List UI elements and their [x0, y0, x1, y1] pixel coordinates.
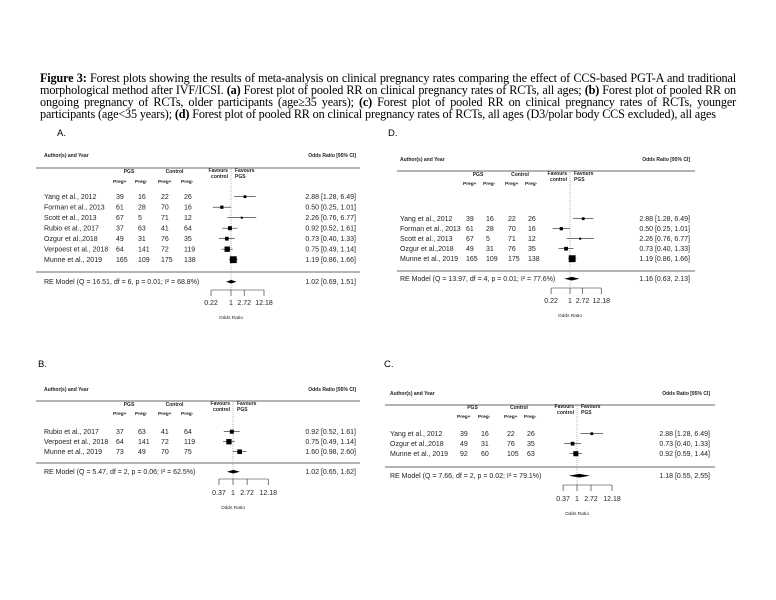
group-label-control: Control [510, 405, 528, 411]
x-tick-label: 2.72 [584, 496, 598, 503]
study-row [44, 194, 356, 201]
forest-panel-b [36, 359, 360, 511]
caption-text: Forest plot of pooled RR on clinical pregnancy rates of RCTs, all ages; [240, 83, 585, 98]
study-count: 16 [184, 204, 192, 212]
caption-bold-label: (d) [174, 106, 190, 121]
favours-control-label: Favours [554, 404, 574, 410]
x-tick-label: 1 [231, 490, 235, 497]
point-estimate-square [571, 442, 575, 446]
group-label-control: Control [165, 402, 184, 408]
summary-label: RE Model (Q = 5.47, df = 2, p = 0.06; I² = 62.5%) [44, 469, 196, 476]
study-count: 105 [507, 451, 519, 458]
study-count: 165 [116, 257, 128, 264]
sub-label: Preg+ [113, 412, 127, 417]
x-tick-label: 2.72 [237, 300, 252, 307]
x-tick-label: 1 [575, 496, 579, 503]
point-estimate-square [590, 432, 593, 435]
study-ci-text: 2.88 [1.28, 6.49] [639, 216, 690, 223]
study-row [390, 441, 710, 448]
study-row [44, 429, 356, 436]
study-row [400, 226, 690, 233]
study-count: 31 [138, 236, 146, 243]
study-count: 49 [466, 246, 474, 253]
panel-label: D. [388, 128, 398, 139]
point-estimate-square [560, 227, 563, 230]
favours-pgs-label: Favours [574, 171, 594, 177]
favours-control-label: Favours [208, 168, 228, 174]
point-estimate-square [241, 217, 243, 219]
header-author-year: Author(s) and Year [400, 157, 445, 163]
study-name: Scott et al., 2013 [400, 236, 453, 243]
summary-ci-text: 1.02 [0.65, 1.62] [305, 469, 356, 476]
study-count: 39 [460, 431, 468, 438]
study-count: 35 [528, 246, 536, 253]
summary-diamond [569, 474, 590, 478]
study-count: 175 [508, 256, 520, 263]
study-count: 109 [138, 257, 150, 264]
study-count: 63 [138, 225, 146, 233]
study-name: Munne et al., 2019 [44, 449, 102, 456]
study-count: 92 [460, 451, 468, 458]
study-count: 175 [161, 257, 173, 264]
favours-pgs-label: Favours [235, 168, 255, 174]
study-row [44, 215, 356, 222]
study-count: 49 [138, 449, 146, 456]
point-estimate-square [226, 439, 231, 444]
study-ci-text: 2.88 [1.28, 6.49] [659, 431, 710, 438]
favours-control-label: control [550, 177, 567, 183]
study-count: 63 [527, 451, 535, 458]
study-count: 26 [528, 216, 536, 223]
study-name: Scott et al., 2013 [44, 215, 97, 222]
caption-text: Forest plot of pooled RR on clinical pregnancy rates of RCTs, all ages (D3/polar body CCS excluded), all ages [189, 106, 716, 121]
study-count: 141 [138, 246, 150, 254]
study-count: 26 [527, 431, 535, 438]
study-count: 22 [161, 194, 169, 201]
study-count: 71 [161, 215, 169, 222]
study-row [44, 205, 356, 212]
study-name: Munne et al., 2019 [44, 257, 102, 264]
study-ci-text: 0.50 [0.25, 1.01] [305, 204, 356, 212]
point-estimate-square [582, 217, 585, 220]
sub-label: Preg+ [113, 180, 127, 185]
study-row [400, 255, 690, 263]
caption-bold-label: (b) [584, 83, 600, 98]
x-tick-label: 12.18 [603, 496, 621, 503]
study-row [44, 226, 356, 233]
summary-ci-text: 1.02 [0.69, 1.51] [305, 279, 356, 286]
study-name: Ozgur et al.,2018 [44, 236, 98, 243]
summary-label: RE Model (Q = 16.51, df = 6, p = 0.01; I² = 68.8%) [44, 279, 200, 286]
sub-label: Preg- [181, 180, 194, 185]
study-row [400, 216, 690, 223]
study-count: 49 [116, 236, 124, 243]
study-name: Verpoest et al., 2018 [44, 439, 109, 446]
panel-label: B. [38, 359, 47, 370]
study-name: Forman et al., 2013 [400, 226, 461, 233]
study-row [390, 451, 710, 458]
summary-label: RE Model (Q = 7.66, df = 2, p = 0.02; I² = 79.1%) [390, 473, 542, 480]
study-count: 67 [116, 215, 124, 222]
x-axis-label: Odds Ratio [219, 316, 243, 321]
study-count: 39 [116, 194, 124, 201]
study-count: 61 [466, 226, 474, 233]
study-count: 22 [508, 216, 516, 223]
header-odds-ratio: Odds Ratio [95% CI] [308, 153, 356, 159]
study-count: 75 [184, 449, 192, 456]
caption-bold-label: (c) [359, 95, 373, 109]
x-tick-label: 2.72 [575, 298, 590, 305]
sub-label: Preg+ [457, 415, 471, 420]
group-label-pgs: PGS [472, 172, 484, 178]
point-estimate-square [230, 256, 237, 263]
caption-bold-label: (a) [226, 83, 241, 98]
study-count: 70 [161, 449, 169, 456]
study-count: 76 [507, 441, 515, 448]
favours-control-label: control [557, 410, 574, 416]
point-estimate-square [564, 247, 568, 251]
point-estimate-square [228, 226, 232, 230]
study-name: Munne et al., 2019 [400, 256, 458, 263]
x-tick-label: 0.37 [556, 496, 570, 503]
favours-pgs-label: Favours [237, 401, 257, 407]
study-count: 70 [161, 204, 169, 212]
study-name: Ozgur et al.,2018 [390, 441, 444, 448]
study-ci-text: 0.92 [0.59, 1.44] [659, 451, 710, 458]
study-count: 5 [138, 215, 142, 222]
study-row [44, 256, 356, 264]
study-count: 39 [466, 216, 474, 223]
favours-control-label: control [213, 407, 230, 413]
study-count: 16 [481, 431, 489, 438]
favours-pgs-label: PGS [235, 174, 246, 180]
study-count: 37 [116, 225, 124, 233]
study-count: 64 [116, 439, 124, 446]
x-axis-label: Odds Ratio [565, 512, 589, 517]
study-ci-text: 1.19 [0.86, 1.66] [305, 257, 356, 264]
caption-bold-label: Figure 3: [40, 71, 87, 86]
study-count: 141 [138, 439, 150, 446]
study-count: 109 [486, 256, 498, 263]
forest-panel-d [388, 128, 695, 319]
study-count: 76 [508, 246, 516, 253]
favours-pgs-label: Favours [581, 404, 601, 410]
study-count: 41 [161, 225, 169, 233]
sub-label: Preg- [524, 415, 537, 420]
study-ci-text: 0.73 [0.40, 1.33] [639, 246, 690, 253]
sub-label: Preg- [483, 182, 496, 187]
study-count: 28 [486, 226, 494, 233]
study-ci-text: 0.50 [0.25, 1.01] [639, 226, 690, 233]
point-estimate-square [579, 238, 581, 240]
study-count: 165 [466, 256, 478, 263]
point-estimate-square [244, 195, 247, 198]
x-axis-label: Odds Ratio [221, 506, 245, 511]
study-row [44, 247, 356, 254]
study-count: 16 [486, 216, 494, 223]
study-row [44, 449, 356, 456]
study-name: Yang et al., 2012 [44, 194, 97, 201]
point-estimate-square [569, 255, 576, 262]
caption-text: Forest plot of pooled RR on clinical pregnancy rates of RCTs, younger participants (age<35 years); [40, 95, 736, 121]
study-ci-text: 2.88 [1.28, 6.49] [305, 194, 356, 201]
study-row [44, 439, 356, 446]
summary-diamond [226, 280, 236, 284]
summary-label: RE Model (Q = 13.97, df = 4, p = 0.01; I² = 77.6%) [400, 276, 556, 283]
study-count: 41 [161, 429, 169, 436]
study-count: 22 [507, 431, 515, 438]
point-estimate-square [220, 206, 223, 209]
panel-label: C. [384, 359, 394, 370]
study-name: Ozgur et al.,2018 [400, 246, 454, 253]
study-count: 16 [528, 226, 536, 233]
point-estimate-square [573, 451, 578, 456]
study-count: 70 [508, 226, 516, 233]
sub-label: Preg- [525, 182, 538, 187]
study-name: Yang et al., 2012 [400, 216, 453, 223]
caption-text: Forest plots showing the results of meta-analysis on clinical pregnancy rates comparing the effect of CCS-based PGT-A and traditional morphological method after IVF/ICSI. [40, 71, 736, 98]
study-count: 64 [184, 225, 192, 233]
sub-label: Preg+ [505, 182, 519, 187]
summary-diamond [564, 277, 579, 281]
study-ci-text: 0.92 [0.52, 1.61] [305, 225, 356, 233]
study-name: Munne et al., 2019 [390, 451, 448, 458]
header-odds-ratio: Odds Ratio [95% CI] [308, 387, 356, 393]
study-count: 119 [184, 246, 196, 254]
study-row [44, 236, 356, 243]
study-count: 138 [184, 257, 196, 264]
favours-control-label: Favours [547, 171, 567, 177]
point-estimate-square [237, 449, 242, 454]
forest-panel-c [384, 359, 715, 517]
study-count: 64 [116, 246, 124, 254]
x-tick-label: 12.18 [255, 300, 273, 307]
study-row [400, 236, 690, 243]
study-count: 63 [138, 429, 146, 436]
study-ci-text: 1.19 [0.86, 1.66] [639, 256, 690, 263]
group-label-pgs: PGS [467, 405, 478, 411]
x-tick-label: 0.37 [212, 490, 226, 497]
sub-label: Preg- [181, 412, 194, 417]
x-tick-label: 0.22 [544, 298, 558, 305]
study-count: 60 [481, 451, 489, 458]
study-count: 12 [184, 215, 192, 222]
favours-control-label: control [211, 174, 228, 180]
summary-ci-text: 1.18 [0.55, 2.55] [659, 473, 710, 480]
study-ci-text: 2.26 [0.76, 6.77] [305, 215, 356, 222]
favours-pgs-label: PGS [574, 177, 585, 183]
study-ci-text: 0.75 [0.49, 1.14] [305, 246, 356, 254]
summary-diamond [227, 470, 240, 474]
study-name: Rubio et al., 2017 [44, 225, 99, 233]
header-author-year: Author(s) and Year [390, 391, 435, 397]
favours-pgs-label: PGS [237, 407, 248, 413]
study-ci-text: 0.73 [0.40, 1.33] [659, 441, 710, 448]
sub-label: Preg- [135, 412, 148, 417]
header-author-year: Author(s) and Year [44, 153, 89, 159]
x-tick-label: 12.18 [592, 298, 611, 305]
sub-label: Preg- [135, 180, 148, 185]
group-label-pgs: PGS [123, 169, 135, 175]
study-ci-text: 0.73 [0.40, 1.33] [305, 236, 356, 243]
point-estimate-square [225, 247, 230, 252]
study-count: 16 [138, 194, 146, 201]
panel-label: A. [57, 128, 66, 139]
study-count: 5 [486, 236, 490, 243]
study-count: 31 [486, 246, 494, 253]
study-count: 26 [184, 194, 192, 201]
study-count: 119 [184, 439, 196, 446]
study-count: 35 [184, 236, 192, 243]
study-ci-text: 0.75 [0.49, 1.14] [305, 439, 356, 446]
point-estimate-square [230, 430, 234, 434]
study-name: Rubio et al., 2017 [44, 429, 99, 436]
header-author-year: Author(s) and Year [44, 387, 89, 393]
study-name: Verpoest et al., 2018 [44, 246, 109, 254]
study-count: 28 [138, 204, 146, 212]
group-label-pgs: PGS [123, 402, 135, 408]
x-tick-label: 1 [229, 300, 233, 307]
study-count: 61 [116, 204, 124, 212]
study-count: 138 [528, 256, 540, 263]
study-row [400, 246, 690, 253]
study-count: 35 [527, 441, 535, 448]
study-count: 31 [481, 441, 489, 448]
x-tick-label: 1 [568, 298, 572, 305]
study-count: 72 [161, 439, 169, 446]
sub-label: Preg- [478, 415, 491, 420]
study-count: 12 [528, 236, 536, 243]
group-label-control: Control [511, 172, 529, 178]
study-count: 37 [116, 429, 124, 436]
study-ci-text: 0.92 [0.52, 1.61] [305, 429, 356, 436]
study-name: Yang et al., 2012 [390, 431, 443, 438]
study-count: 49 [460, 441, 468, 448]
sub-label: Preg+ [463, 182, 477, 187]
favours-control-label: Favours [210, 401, 230, 407]
x-tick-label: 12.18 [259, 490, 278, 497]
header-odds-ratio: Odds Ratio [95% CI] [662, 391, 710, 397]
group-label-control: Control [165, 169, 184, 175]
summary-ci-text: 1.16 [0.63, 2.13] [639, 276, 690, 283]
study-count: 72 [161, 246, 169, 254]
study-count: 73 [116, 449, 124, 456]
sub-label: Preg+ [504, 415, 518, 420]
forest-panel-a [36, 128, 360, 321]
study-count: 64 [184, 429, 192, 436]
favours-pgs-label: PGS [581, 410, 592, 416]
study-row [390, 431, 710, 438]
study-ci-text: 1.60 [0.98, 2.60] [305, 449, 356, 456]
sub-label: Preg+ [158, 412, 172, 417]
caption-text: Forest plot of pooled RR on ongoing pregnancy of RCTs, older participants (age≥35 years); [40, 83, 736, 109]
study-count: 76 [161, 236, 169, 243]
x-axis-label: Odds Ratio [558, 314, 582, 319]
study-ci-text: 2.26 [0.76, 6.77] [639, 236, 690, 243]
x-tick-label: 0.22 [204, 300, 218, 307]
study-count: 67 [466, 236, 474, 243]
x-tick-label: 2.72 [240, 490, 254, 497]
sub-label: Preg+ [158, 180, 172, 185]
header-odds-ratio: Odds Ratio [95% CI] [642, 157, 690, 163]
point-estimate-square [225, 237, 229, 241]
study-count: 71 [508, 236, 516, 243]
study-name: Forman et al., 2013 [44, 204, 105, 212]
